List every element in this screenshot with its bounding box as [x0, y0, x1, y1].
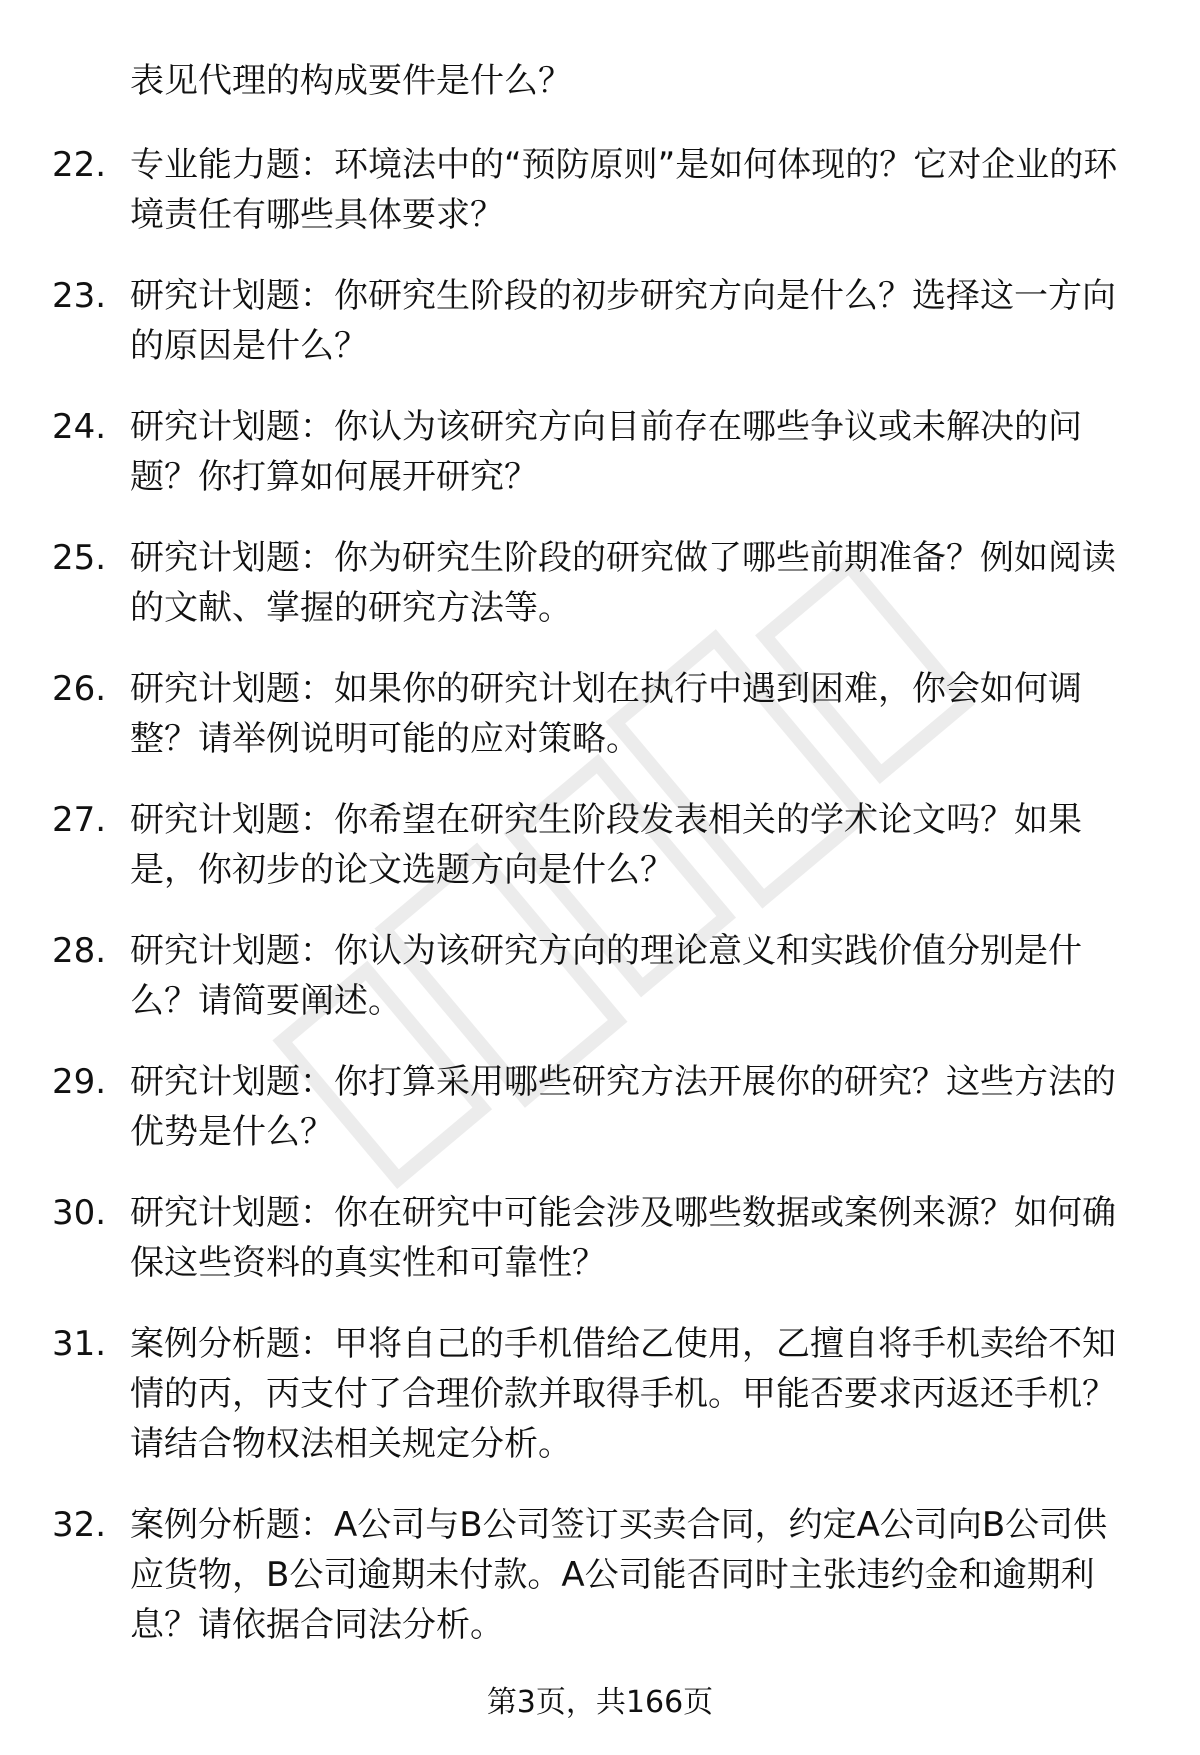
question-number: 27.: [52, 800, 107, 840]
question-text: 研究计划题：你在研究中可能会涉及哪些数据或案例来源？如何确保这些资料的真实性和可靠性？: [130, 1193, 1116, 1283]
question-number: 25.: [52, 538, 107, 578]
question-item: [0, 533, 1200, 633]
question-item: [0, 1057, 1200, 1157]
question-item: [0, 795, 1200, 895]
question-item: [0, 664, 1200, 764]
question-number: 26.: [52, 669, 107, 709]
question-text: 专业能力题：环境法中的“预防原则”是如何体现的？它对企业的环境责任有哪些具体要求？: [130, 145, 1118, 235]
question-item: [0, 402, 1200, 502]
question-item: [0, 1500, 1200, 1650]
page-footer: 第3页，共166页: [486, 1685, 714, 1720]
question-number: 32.: [52, 1505, 107, 1545]
question-item: [0, 926, 1200, 1026]
question-item: [0, 271, 1200, 371]
question-text: 案例分析题：A公司与B公司签订买卖合同，约定A公司向B公司供应货物，B公司逾期未付款。A公司能否同时主张违约金和逾期利息？请依据合同法分析。: [130, 1505, 1108, 1645]
question-list: [0, 140, 1200, 1681]
question-text: 研究计划题：你为研究生阶段的研究做了哪些前期准备？例如阅读的文献、掌握的研究方法等。: [130, 538, 1116, 628]
question-number: 22.: [52, 145, 107, 185]
question-text: 研究计划题：你认为该研究方向的理论意义和实践价值分别是什么？请简要阐述。: [130, 931, 1082, 1021]
question-text: 研究计划题：如果你的研究计划在执行中遇到困难，你会如何调整？请举例说明可能的应对策略。: [130, 669, 1082, 759]
question-number: 29.: [52, 1062, 107, 1102]
question-item: [0, 1319, 1200, 1469]
question-number: 28.: [52, 931, 107, 971]
question-text: 研究计划题：你认为该研究方向目前存在哪些争议或未解决的问题？你打算如何展开研究？: [130, 407, 1082, 497]
question-number: 24.: [52, 407, 107, 447]
question-text: 研究计划题：你研究生阶段的初步研究方向是什么？选择这一方向的原因是什么？: [130, 276, 1116, 366]
question-text: 研究计划题：你希望在研究生阶段发表相关的学术论文吗？如果是，你初步的论文选题方向是什么？: [130, 800, 1082, 890]
continued-question-text: 表见代理的构成要件是什么？: [130, 61, 572, 101]
question-number: 31.: [52, 1324, 107, 1364]
question-number: 23.: [52, 276, 107, 316]
question-text: 研究计划题：你打算采用哪些研究方法开展你的研究？这些方法的优势是什么？: [130, 1062, 1116, 1152]
question-item: [0, 1188, 1200, 1288]
question-number: 30.: [52, 1193, 107, 1233]
question-item: [0, 140, 1200, 240]
question-text: 案例分析题：甲将自己的手机借给乙使用，乙擅自将手机卖给不知情的丙，丙支付了合理价款并取得手机。甲能否要求丙返还手机？请结合物权法相关规定分析。: [130, 1324, 1116, 1464]
